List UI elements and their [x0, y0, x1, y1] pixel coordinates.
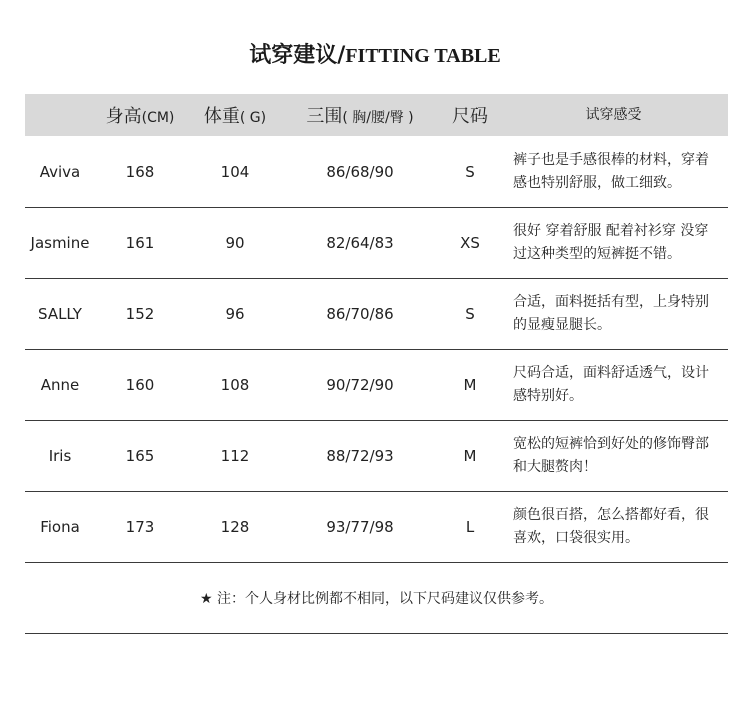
cell-size: XS [460, 234, 480, 252]
cell-weight: 90 [225, 234, 245, 252]
cell-height: 165 [125, 447, 155, 465]
cell-name: Jasmine [30, 234, 90, 252]
header-measurements-unit: ( 胸/腰/臀 ) [342, 110, 414, 126]
table-row [25, 136, 728, 208]
cell-height: 168 [125, 162, 155, 181]
cell-name: Fiona [40, 518, 80, 536]
header-height-label: 身高 [105, 106, 142, 127]
cell-size: S [465, 305, 475, 323]
cell-feeling: 颜色很百搭，怎么搭都好看，很喜欢，口袋很实用。 [513, 507, 709, 546]
cell-size: S [465, 162, 475, 181]
fitting-table [25, 94, 728, 634]
title-en: FITTING TABLE [345, 45, 501, 67]
page-title [0, 38, 750, 69]
cell-height: 173 [125, 518, 155, 536]
cell-size: L [465, 518, 475, 536]
cell-weight: 108 [220, 376, 250, 394]
table-row [25, 208, 728, 279]
header-size: 尺码 [452, 106, 488, 127]
table-note: ★ 注：个人身材比例都不相同，以下尺码建议仅供参考。 [25, 563, 728, 634]
table-row [25, 279, 728, 350]
title-cn: 试穿建议/ [249, 43, 346, 68]
cell-feeling: 尺码合适，面料舒适透气，设计感特别好。 [513, 365, 709, 404]
cell-measurements: 93/77/98 [326, 518, 394, 536]
cell-measurements: 82/64/83 [326, 234, 394, 252]
cell-height: 161 [125, 234, 155, 252]
cell-weight: 96 [225, 305, 245, 323]
header-measurements [285, 102, 435, 128]
cell-feeling: 裤子也是手感很棒的材料，穿着感也特别舒服，做工细致。 [513, 151, 709, 191]
cell-measurements: 90/72/90 [326, 376, 394, 394]
cell-measurements: 86/70/86 [326, 305, 394, 323]
cell-name: SALLY [38, 305, 82, 323]
header-weight-label: 体重 [203, 106, 240, 127]
cell-feeling: 宽松的短裤恰到好处的修饰臀部和大腿赘肉！ [513, 436, 709, 475]
header-height [95, 102, 185, 128]
cell-height: 152 [125, 305, 155, 323]
cell-height: 160 [125, 376, 155, 394]
table-header [25, 94, 728, 136]
header-weight [185, 102, 285, 128]
cell-name: Anne [40, 376, 80, 394]
cell-weight: 128 [220, 518, 250, 536]
header-weight-unit: ( G) [239, 110, 267, 126]
cell-measurements: 88/72/93 [326, 447, 394, 465]
cell-feeling: 很好 穿着舒服 配着衬衫穿 没穿过这种类型的短裤挺不错。 [513, 223, 709, 262]
cell-feeling: 合适，面料挺括有型，上身特别的显瘦显腿长。 [513, 294, 709, 333]
header-feeling: 试穿感受 [585, 106, 642, 123]
cell-size: M [463, 376, 477, 394]
cell-weight: 104 [220, 162, 250, 181]
cell-weight: 112 [220, 447, 250, 465]
cell-measurements: 86/68/90 [326, 162, 394, 181]
table-row [25, 350, 728, 421]
cell-size: M [463, 447, 477, 465]
table-row [25, 492, 728, 563]
table-row [25, 421, 728, 492]
cell-name: Aviva [39, 162, 81, 181]
header-height-unit: (CM) [141, 110, 175, 126]
header-measurements-label: 三围 [306, 106, 343, 127]
cell-name: Iris [48, 447, 72, 465]
